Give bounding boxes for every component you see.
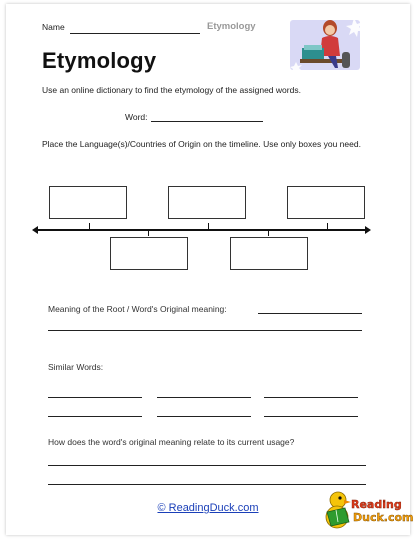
meaning-line-1[interactable]	[258, 313, 362, 314]
timeline-tick	[268, 230, 269, 236]
timeline-tick	[89, 223, 90, 229]
meaning-line-2[interactable]	[48, 330, 362, 331]
worksheet-page	[6, 4, 410, 535]
word-label: Word:	[125, 112, 148, 122]
girl-reading-clipart	[284, 12, 372, 76]
logo-text-line2: Duck.com	[353, 511, 414, 524]
timeline-box-1[interactable]	[49, 186, 127, 219]
similar-word-line[interactable]	[157, 397, 251, 398]
timeline-box-5[interactable]	[230, 237, 308, 270]
answer-line-1[interactable]	[48, 465, 366, 466]
similar-word-line[interactable]	[157, 416, 251, 417]
footer-url-link[interactable]: © ReadingDuck.com	[157, 502, 259, 514]
instruction-text: Use an online dictionary to find the etymology of the assigned words.	[42, 85, 301, 95]
timeline-box-2[interactable]	[168, 186, 246, 219]
timeline-box-4[interactable]	[110, 237, 188, 270]
name-label: Name	[42, 22, 65, 32]
timeline-right-arrow-icon	[365, 226, 371, 234]
timeline-tick	[148, 230, 149, 236]
similar-word-line[interactable]	[48, 416, 142, 417]
timeline-instruction: Place the Language(s)/Countries of Origin on the timeline. Use only boxes you need.	[42, 139, 361, 149]
name-line	[70, 33, 200, 34]
similar-word-line[interactable]	[264, 397, 358, 398]
header-subtitle: Etymology	[207, 21, 256, 32]
word-answer-line[interactable]	[151, 121, 263, 122]
similar-word-line[interactable]	[264, 416, 358, 417]
timeline-tick	[208, 223, 209, 229]
logo-text-line1: Reading	[351, 498, 402, 511]
similar-words-label: Similar Words:	[48, 362, 104, 372]
relate-question: How does the word's original meaning relate to its current usage?	[48, 437, 295, 447]
similar-word-line[interactable]	[48, 397, 142, 398]
meaning-label: Meaning of the Root / Word's Original meaning:	[48, 304, 227, 314]
timeline-left-arrow-icon	[32, 226, 38, 234]
page-title: Etymology	[42, 48, 157, 73]
timeline-axis	[36, 229, 366, 231]
timeline-box-3[interactable]	[287, 186, 365, 219]
timeline-tick	[327, 223, 328, 229]
answer-line-2[interactable]	[48, 484, 366, 485]
